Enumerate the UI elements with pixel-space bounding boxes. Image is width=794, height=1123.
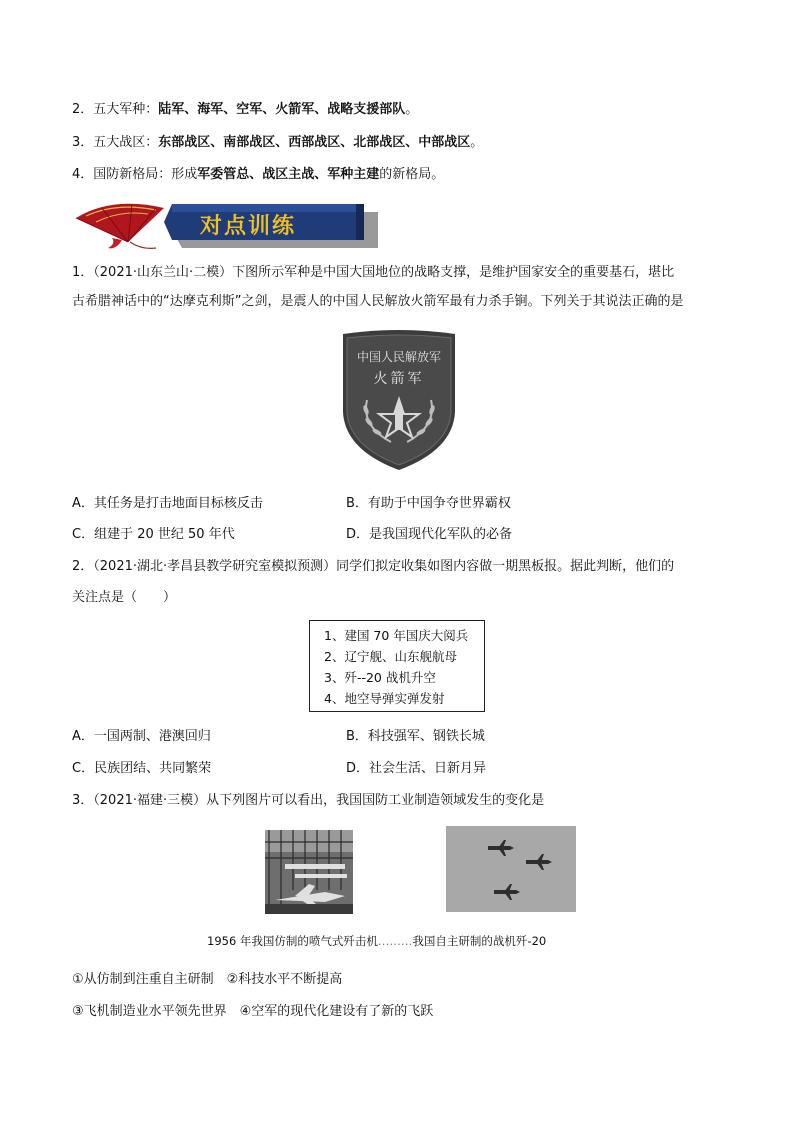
section-title: 对点训练 bbox=[200, 213, 297, 239]
badge-text-top: 中国人民解放军 bbox=[356, 350, 441, 364]
rocket-force-badge bbox=[337, 330, 461, 472]
summary-item-2-prefix: 2．五大军种： bbox=[72, 102, 159, 117]
summary-item-4 bbox=[72, 165, 444, 185]
q2-stem-line1: 2．（2021·湖北·孝昌县教学研究室模拟预测）同学们拟定收集如图内容做一期黑板报。据此判断，他们的 bbox=[72, 559, 675, 574]
q2-box-item: 4、地空导弹实弹发射 bbox=[324, 691, 445, 706]
summary-item-3-end: 。 bbox=[470, 135, 484, 150]
summary-item-3 bbox=[72, 133, 483, 153]
summary-item-3-bold: 东部战区、南部战区、西部战区、北部战区、中部战区 bbox=[158, 135, 471, 150]
caption-dots: ……… bbox=[377, 934, 413, 948]
q2-box-item: 2、辽宁舰、山东舰航母 bbox=[324, 649, 457, 664]
summary-item-2 bbox=[72, 100, 418, 120]
j20-jets-photo bbox=[446, 826, 576, 912]
summary-item-3-prefix: 3．五大战区： bbox=[72, 135, 159, 150]
j20-jets-photo-icon bbox=[446, 826, 576, 912]
caption-left: 1956 年我国仿制的喷气式歼击机 bbox=[207, 934, 378, 948]
q3-statements-1: ①从仿制到注重自主研制 ②科技水平不断提高 bbox=[72, 972, 343, 987]
jet-factory-photo bbox=[265, 830, 353, 914]
q1-option-c[interactable]: C．组建于 20 世纪 50 年代 bbox=[72, 527, 235, 542]
summary-item-2-bold: 陆军、海军、空军、火箭军、战略支援部队 bbox=[158, 102, 406, 117]
q2-stem-line2: 关注点是（ ） bbox=[72, 590, 177, 605]
q3-stem-line1: 3．（2021·福建·三模）从下列图片可以看出，我国国防工业制造领域发生的变化是 bbox=[72, 793, 545, 808]
q1-stem-line2: 古希腊神话中的“达摩克利斯”之剑，是震人的中国人民解放火箭军最有力杀手锏。下列关于其说法正确的是 bbox=[72, 294, 684, 309]
section-banner bbox=[72, 198, 382, 254]
summary-item-2-end: 。 bbox=[405, 102, 419, 117]
summary-item-4-prefix: 4．国防新格局：形成 bbox=[72, 167, 198, 182]
q1-option-d[interactable]: D．是我国现代化军队的必备 bbox=[346, 527, 513, 542]
caption-right: 我国自主研制的战机歼-20 bbox=[412, 934, 547, 948]
q1-option-a[interactable]: A．其任务是打击地面目标核反击 bbox=[72, 496, 263, 511]
q2-option-c[interactable]: C．民族团结、共同繁荣 bbox=[72, 761, 212, 776]
jet-factory-photo-icon bbox=[265, 830, 353, 914]
q2-box-item: 3、歼--20 战机升空 bbox=[324, 670, 436, 685]
q3-statements-2: ③飞机制造业水平领先世界 ④空军的现代化建设有了新的飞跃 bbox=[72, 1004, 434, 1019]
q2-option-d[interactable]: D．社会生活、日新月异 bbox=[346, 761, 487, 776]
summary-item-4-bold: 军委管总、战区主战、军种主建 bbox=[197, 167, 380, 182]
q2-option-a[interactable]: A．一国两制、港澳回归 bbox=[72, 729, 211, 744]
summary-item-4-end: 的新格局。 bbox=[379, 167, 445, 182]
q2-content-box bbox=[309, 620, 485, 712]
q1-option-b[interactable]: B．有助于中国争夺世界霸权 bbox=[346, 496, 511, 511]
q2-box-item: 1、建国 70 年国庆大阅兵 bbox=[324, 628, 469, 643]
badge-text-bottom: 火箭军 bbox=[373, 371, 425, 387]
q2-option-b[interactable]: B．科技强军、钢铁长城 bbox=[346, 729, 485, 744]
q3-photo-caption bbox=[207, 933, 546, 949]
q1-stem-line1: 1．（2021·山东兰山·二模）下图所示军种是中国大国地位的战略支撑，是维护国家安全的重要基石，堪比 bbox=[72, 265, 675, 280]
